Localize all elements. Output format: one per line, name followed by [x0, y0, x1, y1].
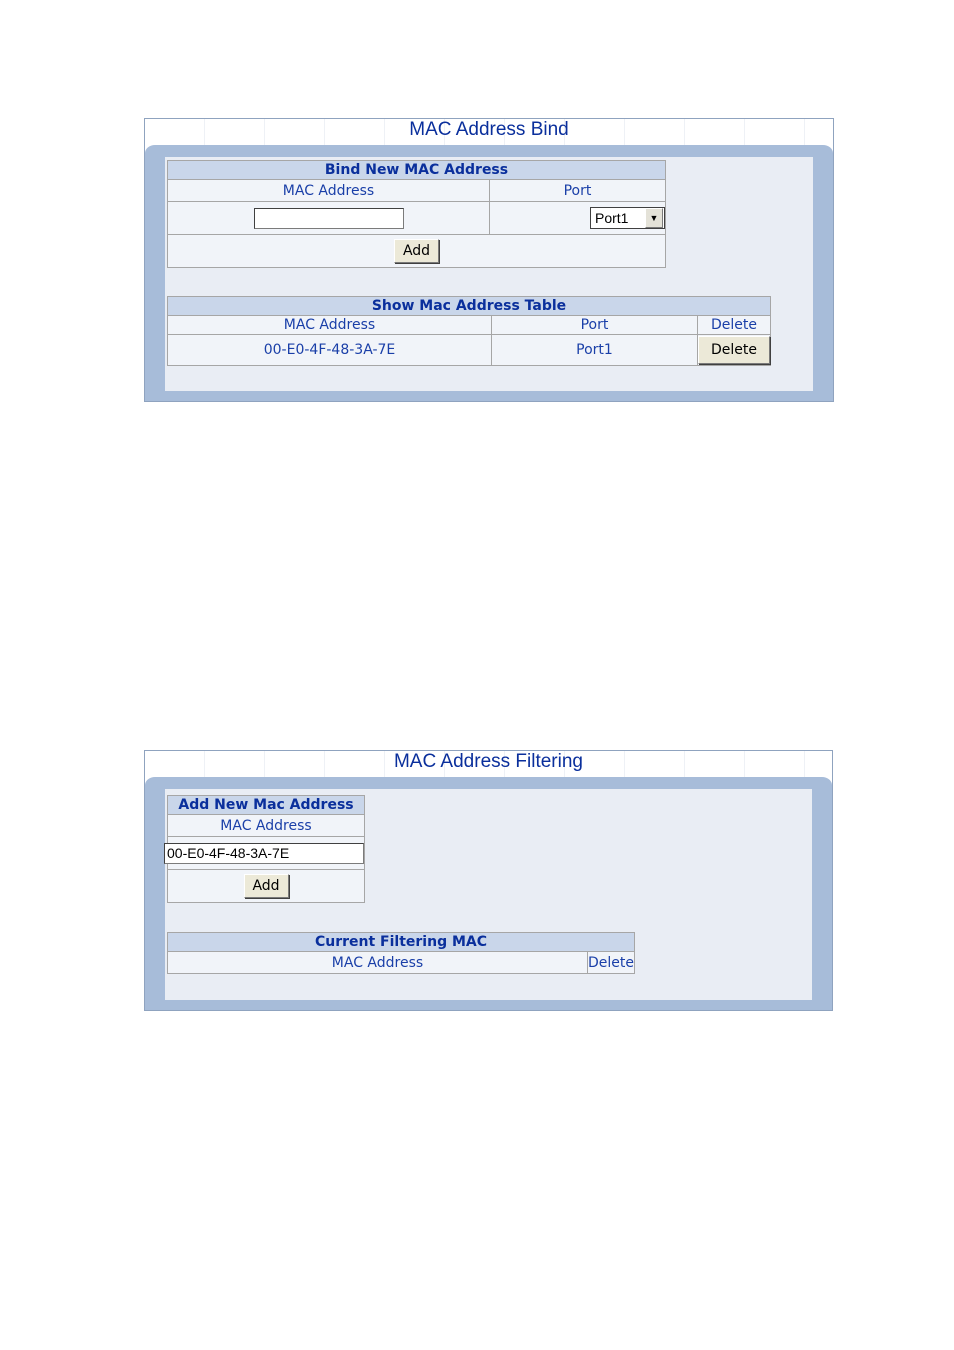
section-header: Add New Mac Address — [168, 796, 365, 815]
table-row — [168, 335, 771, 366]
column-header-port: Port — [490, 180, 666, 202]
column-header-mac-address: MAC Address — [168, 815, 365, 837]
port-cell: Port1 — [492, 335, 698, 366]
page-title: MAC Address Bind — [145, 119, 833, 145]
mac-address-cell: 00-E0-4F-48-3A-7E — [168, 335, 492, 366]
section-header: Current Filtering MAC — [168, 933, 635, 952]
mac-address-input[interactable]: 00-E0-4F-48-3A-7E — [164, 843, 364, 864]
mac-address-input[interactable] — [254, 208, 404, 229]
chevron-down-icon[interactable]: ▼ — [645, 208, 663, 228]
show-mac-address-table — [167, 296, 771, 366]
column-header-delete: Delete — [588, 952, 635, 974]
port-select-cell — [490, 202, 666, 235]
add-cell — [168, 235, 666, 268]
delete-cell — [698, 335, 771, 366]
bind-new-mac-table — [167, 160, 666, 268]
section-header: Bind New MAC Address — [168, 161, 666, 180]
add-cell — [168, 870, 365, 903]
mac-input-cell — [168, 202, 490, 235]
mac-address-filtering-panel — [144, 750, 833, 1011]
panel-frame — [145, 777, 832, 1010]
mac-address-bind-panel — [144, 118, 834, 402]
page-title: MAC Address Filtering — [145, 751, 832, 777]
current-filtering-mac-table — [167, 932, 635, 974]
column-header-mac-address: MAC Address — [168, 316, 492, 335]
section-header: Show Mac Address Table — [168, 297, 771, 316]
column-header-port: Port — [492, 316, 698, 335]
mac-input-cell — [168, 837, 365, 870]
add-button[interactable]: Add — [244, 874, 289, 898]
column-header-mac-address: MAC Address — [168, 180, 490, 202]
delete-button[interactable]: Delete — [698, 336, 770, 364]
add-new-mac-table — [167, 795, 365, 903]
panel-frame — [145, 145, 833, 401]
column-header-delete: Delete — [698, 316, 771, 335]
port-select-value: Port1 — [595, 210, 629, 226]
port-select[interactable] — [590, 207, 665, 229]
column-header-mac-address: MAC Address — [168, 952, 588, 974]
add-button[interactable]: Add — [394, 239, 439, 263]
